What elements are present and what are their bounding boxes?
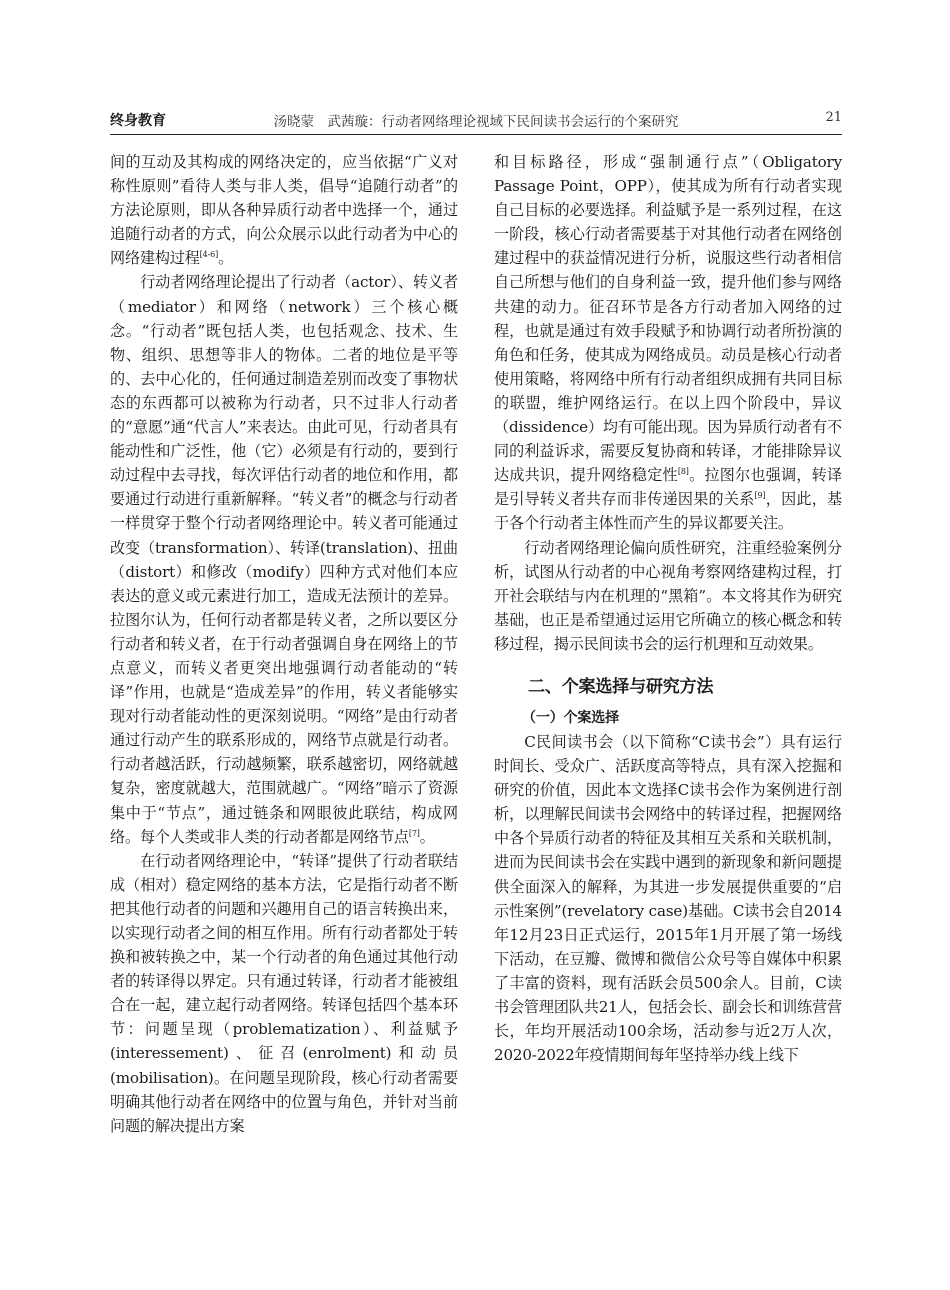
running-title: 汤晓蒙 武茜璇：行动者网络理论视域下民间读书会运行的个案研究 [273, 114, 679, 130]
citation-ref: [4-6] [199, 250, 219, 260]
page-header [110, 108, 842, 135]
section-heading: 二、个案选择与研究方法 [528, 676, 714, 697]
citation-ref: [8] [677, 467, 689, 477]
journal-name: 终身教育 [110, 113, 166, 129]
paragraph: 行动者网络理论偏向质性研究，注重经验案例分析，试图从行动者的中心视角考察网络建构过程，打开社会联结与内在机理的“黑箱”。本文将其作为研究基础，也正是希望通过运用它所确立的核心概念和转移过程，揭示民间读书会的运行机理和互动效果。 [494, 538, 842, 653]
paragraph: 在行动者网络理论中，“转译”提供了行动者联结成（相对）稳定网络的基本方法，它是指行动者不断把其他行动者的问题和兴趣用自己的语言转换出来，以实现行动者之间的相互作用。所有行动者都处于转换和被转换之中，某一个行动者的角色通过其他行动者的转译得以界定。只有通过转译，行动者才能被组合在一起，建立起行动者网络。转译包括四个基本环节：问题呈现（problematization）、利益赋予(interessement)、征召(enrolment)和动员(mobilisation)。在问题呈现阶段，核心行动者需要明确其他行动者在网络中的位置与角色，并针对当前问题的解决提出方案 [110, 851, 458, 1135]
citation-ref: [9] [754, 491, 766, 501]
left-column [110, 150, 458, 1138]
right-column [494, 150, 842, 1067]
subsection-heading: （一）个案选择 [522, 709, 619, 726]
paragraph: 和目标路径，形成“强制通行点”（Obligatory Passage Point，OPP），使其成为所有行动者实现自己目标的必要选择。利益赋予是一系列过程，在这一阶段，核心行动者需要基于对其他行动者在网络创建过程中的获益情况进行分析，说服这些行动者相信自己所想与他们的自身利益一致，提升他们参与网络共建的动力。征召环节是各方行动者加入网络的过程，也就是通过有效手段赋予和协调行动者所扮演的角色和任务，使其成为网络成员。动员是核心行动者使用策略，将网络中所有行动者组织成拥有共同目标的联盟，维护网络运行。在以上四个阶段中，异议（dissidence）均有可能出现。因为异质行动者有不同的利益诉求，需要反复协商和转译，才能排除异议达成共识，提升网络稳定性[8]。拉图尔也强调，转译是引导转义者共存而非传递因果的关系[9]，因此，基于各个行动者主体性而产生的异议都要关注。 [494, 153, 842, 533]
citation-ref: [7] [408, 828, 420, 838]
page-number: 21 [825, 110, 842, 125]
paragraph: 行动者网络理论提出了行动者（actor）、转义者（mediator）和网络（network）三个核心概念。“行动者”既包括人类，也包括观念、技术、生物、组织、思想等非人的物体。二者的地位是平等的、去中心化的，任何通过制造差别而改变了事物状态的东西都可以被称为行动者，只不过非人行动者的“意愿”通“代言人”来表达。由此可见，行动者具有能动性和广泛性，他（它）必须是有行动的，要到行动过程中去寻找，每次评估行动者的地位和作用，都要通过行动进行重新解释。“转义者”的概念与行动者一样贯穿于整个行动者网络理论中。转义者可能通过改变（transformation）、转译(translation)、扭曲（distort）和修改（modify）四种方式对他们本应表达的意义或元素进行加工，造成无法预计的差异。拉图尔认为，任何行动者都是转义者，之所以要区分行动者和转义者，在于行动者强调自身在网络上的节点意义，而转义者更突出地强调行动者能动的“转译”作用，也就是“造成差异”的作用，转义者能够实现对行动者能动性的更深刻说明。“网络”是由行动者通过行动产生的联系形成的，网络节点就是行动者。行动者越活跃，行动越频繁，联系越密切，网络就越复杂，密度就越大，范围就越广。“网络”暗示了资源集中于“节点”，通过链条和网眼彼此联结，构成网络。每个人类或非人类的行动者都是网络节点[7]。 [110, 273, 458, 846]
paragraph: C民间读书会（以下简称“C读书会”）具有运行时间长、受众广、活跃度高等特点，具有深入挖掘和研究的价值，因此本文选择C读书会作为案例进行剖析，以理解民间读书会网络中的转译过程，把握网络中各个异质行动者的特征及其相互关系和关联机制，进而为民间读书会在实践中遇到的新现象和新问题提供全面深入的解释，为其进一步发展提供重要的“启示性案例”(revelatory case)基础。C读书会自2014年12月23日正式运行，2015年1月开展了第一场线下活动，在豆瓣、微博和微信公众号等自媒体中积累了丰富的资料，现有活跃会员500余人。目前，C读书会管理团队共21人，包括会长、副会长和训练营营长，年均开展活动100余场，活动参与近2万人次，2020-2022年疫情期间每年坚持举办线上线下 [494, 732, 842, 1065]
paragraph: 间的互动及其构成的网络决定的，应当依据“广义对称性原则”看待人类与非人类，倡导“追随行动者”的方法论原则，即从各种异质行动者中选择一个，通过追随行动者的方式，向公众展示以此行动者为中心的网络建构过程[4-6]。 [110, 153, 458, 268]
